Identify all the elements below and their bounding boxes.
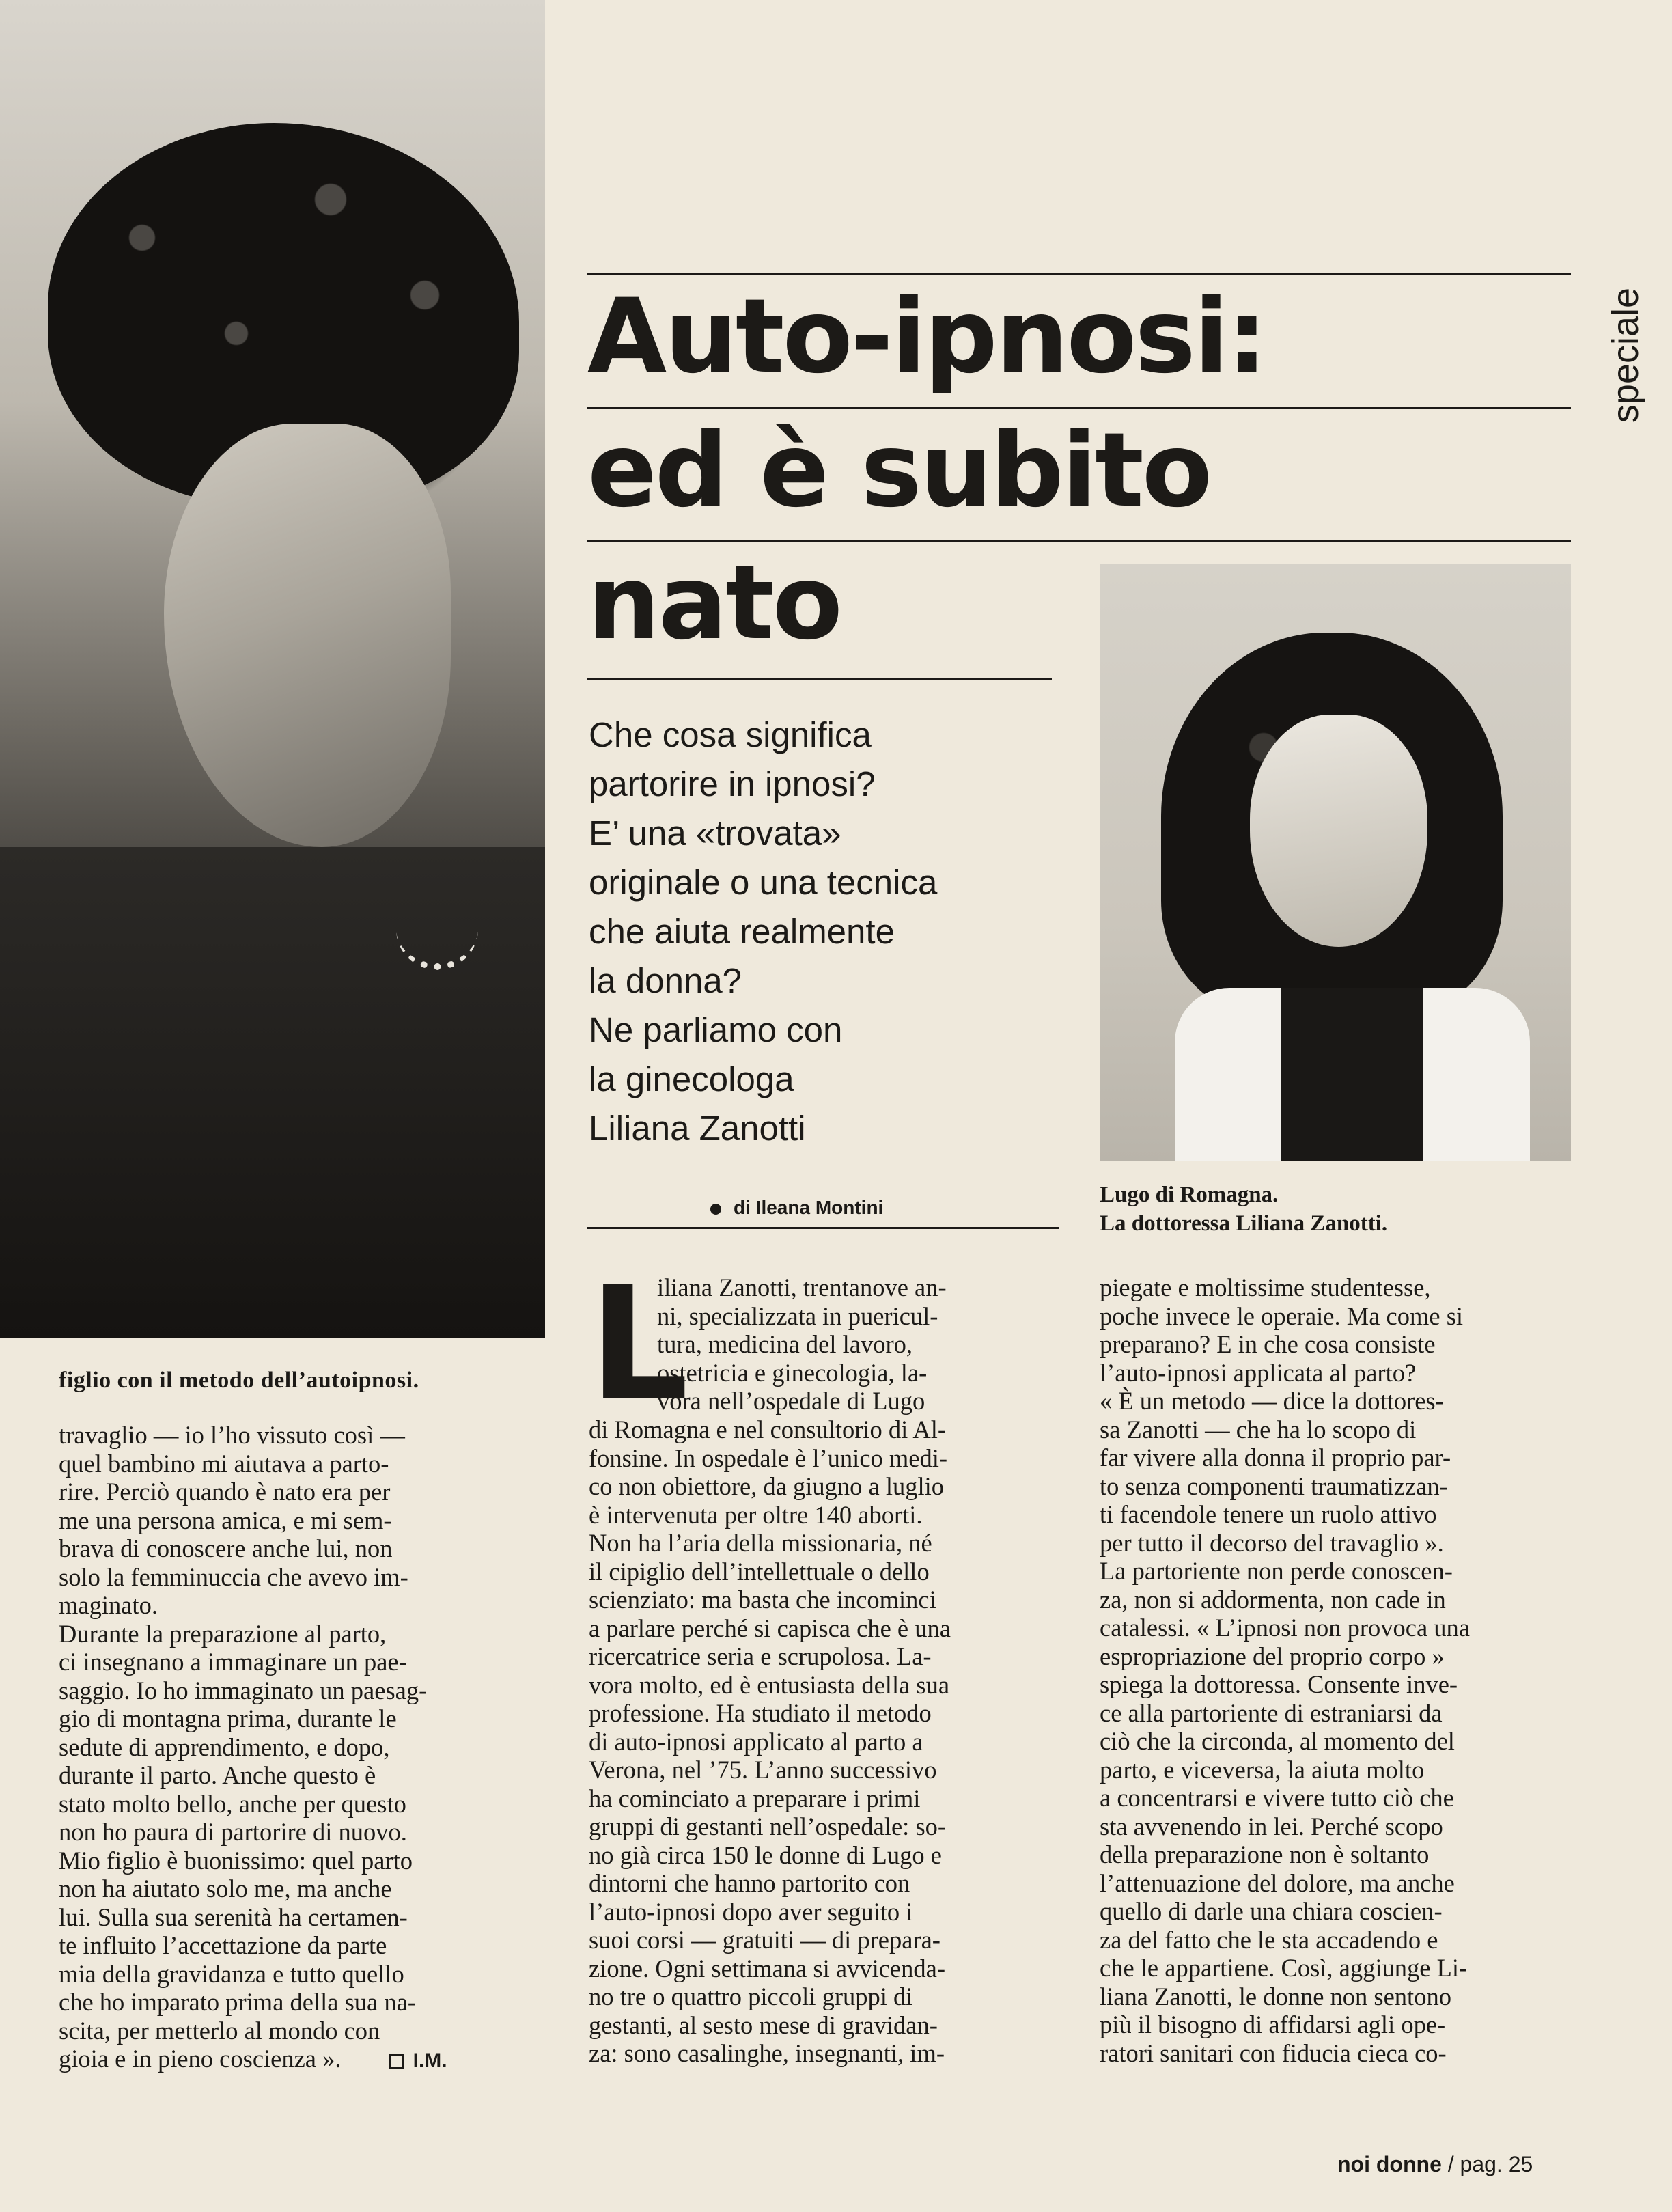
text-line: stato molto bello, anche per questo bbox=[59, 1789, 406, 1818]
text-line: saggio. Io ho immaginato un paesag- bbox=[59, 1676, 428, 1704]
deck-line: che aiuta realmente bbox=[589, 912, 895, 951]
text-line: ha cominciato a preparare i primi bbox=[589, 1784, 921, 1812]
text-line: suoi corsi — gratuiti — di prepara- bbox=[589, 1926, 940, 1954]
text-line: gestanti, al sesto mese di gravidan- bbox=[589, 2010, 938, 2039]
text-line: preparano? E in che cosa consiste bbox=[1100, 1330, 1436, 1358]
body-column-2-indented bbox=[657, 1273, 1060, 1415]
title-rule-3 bbox=[587, 540, 1571, 542]
text-line: za del fatto che le sta accadendo e bbox=[1100, 1925, 1438, 1954]
title-rule-bottom bbox=[587, 678, 1052, 680]
deck-line: Ne parliamo con bbox=[589, 1010, 843, 1049]
byline-rule bbox=[587, 1227, 1059, 1229]
text-line: spiega la dottoressa. Consente inve- bbox=[1100, 1670, 1458, 1698]
text-line: sedute di apprendimento, e dopo, bbox=[59, 1732, 390, 1761]
text-line: Durante la preparazione al parto, bbox=[59, 1619, 387, 1648]
text-line: far vivere alla donna il proprio par- bbox=[1100, 1443, 1451, 1471]
text-line: za: sono casalinghe, insegnanti, im- bbox=[589, 2039, 945, 2067]
text-line bbox=[59, 2045, 537, 2075]
text-line: il cipiglio dell’intellettuale o dello bbox=[589, 1557, 930, 1586]
text-line: a concentrarsi e vivere tutto ciò che bbox=[1100, 1784, 1454, 1812]
text-line: è intervenuta per oltre 140 aborti. bbox=[589, 1500, 923, 1529]
section-label bbox=[1585, 287, 1667, 424]
text-line: Non ha l’aria della missionaria, né bbox=[589, 1529, 932, 1557]
title-rule-top bbox=[587, 273, 1571, 275]
text-line: maginato. bbox=[59, 1591, 158, 1619]
text-line: espropriazione del proprio corpo » bbox=[1100, 1642, 1445, 1670]
text-line: gio di montagna prima, durante le bbox=[59, 1704, 397, 1732]
end-square-icon bbox=[389, 2054, 404, 2069]
text-line: ricercatrice seria e scrupolosa. La- bbox=[589, 1642, 932, 1670]
text-line: poche invece le operaie. Ma come si bbox=[1100, 1301, 1464, 1330]
text-line: mia della gravidanza e tutto quello bbox=[59, 1959, 404, 1988]
text-line: travaglio — io l’ho vissuto così — bbox=[59, 1421, 405, 1449]
text-line: catalessi. « L’ipnosi non provoca una bbox=[1100, 1614, 1470, 1642]
caption-right-line-1: Lugo di Romagna. bbox=[1100, 1183, 1279, 1207]
text-line: ni, specializzata in puericul- bbox=[657, 1301, 938, 1330]
signoff-initials: I.M. bbox=[413, 2049, 447, 2072]
text-line: Mio figlio è buonissimo: quel parto bbox=[59, 1846, 413, 1875]
deck-line: Che cosa significa bbox=[589, 715, 872, 754]
deck-line: E’ una «trovata» bbox=[589, 814, 841, 853]
text-line: no già circa 150 le donne di Lugo e bbox=[589, 1840, 942, 1869]
signoff bbox=[389, 2045, 447, 2073]
text-line: che le appartiene. Così, aggiunge Li- bbox=[1100, 1954, 1468, 1982]
text-line: della preparazione non è soltanto bbox=[1100, 1840, 1430, 1868]
deck-line: originale o una tecnica bbox=[589, 863, 938, 902]
body-column-2 bbox=[589, 1415, 1060, 2068]
text-line: ratori sanitari con fiducia cieca co- bbox=[1100, 2038, 1447, 2067]
text-line: solo la femminuccia che avevo im- bbox=[59, 1562, 408, 1591]
text-line: l’attenuazione del dolore, ma anche bbox=[1100, 1868, 1455, 1897]
text-line: non ho paura di partorire di nuovo. bbox=[59, 1818, 407, 1846]
text-line: sta avvenendo in lei. Perché scopo bbox=[1100, 1812, 1443, 1840]
text-line: per tutto il decorso del travaglio ». bbox=[1100, 1528, 1444, 1557]
page-footer bbox=[1337, 2152, 1533, 2177]
text-line: non ha aiutato solo me, ma anche bbox=[59, 1875, 392, 1903]
text-line: durante il parto. Anche questo è bbox=[59, 1761, 376, 1789]
text-line: liana Zanotti, le donne non sentono bbox=[1100, 1982, 1451, 2010]
text-line: l’auto-ipnosi applicata al parto? bbox=[1100, 1358, 1417, 1387]
text-line: za, non si addormenta, non cade in bbox=[1100, 1585, 1446, 1614]
title-line-1: Auto-ipnosi: bbox=[587, 277, 1266, 396]
text-line: La partoriente non perde conoscen- bbox=[1100, 1557, 1453, 1585]
text-line: me una persona amica, e mi sem- bbox=[59, 1506, 392, 1534]
drop-cap: L bbox=[589, 1254, 689, 1436]
text-line: di auto-ipnosi applicato al parto a bbox=[589, 1727, 923, 1756]
text-line: rire. Perciò quando è nato era per bbox=[59, 1478, 391, 1506]
title-line-2: ed è subito bbox=[587, 411, 1210, 530]
photo-coat-shape bbox=[1175, 988, 1530, 1161]
byline bbox=[710, 1197, 883, 1219]
deck-line: Liliana Zanotti bbox=[589, 1109, 806, 1148]
caption-right-line-2: La dottoressa Liliana Zanotti. bbox=[1100, 1211, 1388, 1236]
text-line: l’auto-ipnosi dopo aver seguito i bbox=[589, 1897, 913, 1926]
text-line: te influito l’accettazione da parte bbox=[59, 1931, 387, 1959]
text-line: a parlare perché si capisca che è una bbox=[589, 1614, 951, 1642]
text-line: sa Zanotti — che ha lo scopo di bbox=[1100, 1415, 1417, 1443]
portrait-photo-right bbox=[1100, 564, 1571, 1161]
text-line: ce alla partoriente di estraniarsi da bbox=[1100, 1698, 1443, 1727]
caption-right bbox=[1100, 1180, 1387, 1238]
text-line: scita, per metterlo al mondo con bbox=[59, 2016, 380, 2045]
text-line: quel bambino mi aiutava a parto- bbox=[59, 1449, 389, 1478]
text-line: scienziato: ma basta che incominci bbox=[589, 1586, 936, 1614]
title-line-3: nato bbox=[587, 544, 841, 663]
text-line: to senza componenti traumatizzan- bbox=[1100, 1471, 1448, 1500]
title-rule-2 bbox=[587, 407, 1571, 409]
text-line-end: gioia e in pieno coscienza ». bbox=[59, 2045, 342, 2073]
page-number: / pag. 25 bbox=[1447, 2152, 1533, 2176]
photo-coat-shape bbox=[0, 847, 545, 1338]
deck-line: la donna? bbox=[589, 961, 742, 1000]
photo-face-shape bbox=[1250, 715, 1427, 947]
text-line: brava di conoscere anche lui, non bbox=[59, 1534, 393, 1562]
portrait-photo-left bbox=[0, 0, 545, 1338]
text-line: ti facendole tenere un ruolo attivo bbox=[1100, 1500, 1437, 1528]
body-column-3 bbox=[1100, 1273, 1578, 2067]
byline-text: di Ileana Montini bbox=[734, 1197, 884, 1218]
text-line: no tre o quattro piccoli gruppi di bbox=[589, 1982, 913, 2010]
bullet-icon bbox=[710, 1204, 721, 1215]
text-line: vora nell’ospedale di Lugo bbox=[657, 1387, 925, 1415]
text-line: ci insegnano a immaginare un pae- bbox=[59, 1648, 407, 1676]
text-line: che ho imparato prima della sua na- bbox=[59, 1988, 416, 2016]
deck-line: la ginecologa bbox=[589, 1060, 794, 1098]
text-line: professione. Ha studiato il metodo bbox=[589, 1699, 932, 1727]
text-line: lui. Sulla sua serenità ha certamen- bbox=[59, 1903, 408, 1931]
section-label-text: speciale bbox=[1605, 287, 1646, 424]
text-line: iliana Zanotti, trentanove an- bbox=[657, 1273, 947, 1301]
deck bbox=[589, 710, 1067, 1153]
text-line: tura, medicina del lavoro, bbox=[657, 1330, 912, 1358]
deck-line: partorire in ipnosi? bbox=[589, 764, 876, 803]
text-line: fonsine. In ospedale è l’unico medi- bbox=[589, 1443, 948, 1472]
text-line: ciò che la circonda, al momento del bbox=[1100, 1727, 1455, 1755]
text-line: vora molto, ed è entusiasta della sua bbox=[589, 1670, 950, 1699]
text-line: zione. Ogni settimana si avvicenda- bbox=[589, 1954, 945, 1982]
caption-left: figlio con il metodo dell’autoipnosi. bbox=[59, 1368, 419, 1393]
text-line: quello di darle una chiara coscien- bbox=[1100, 1897, 1443, 1925]
magazine-name: noi donne bbox=[1337, 2152, 1442, 2176]
text-line: Verona, nel ’75. L’anno successivo bbox=[589, 1756, 937, 1784]
text-line: co non obiettore, da giugno a luglio bbox=[589, 1472, 945, 1500]
text-line: ostetricia e ginecologia, la- bbox=[657, 1358, 928, 1387]
photo-face-shape bbox=[164, 424, 451, 847]
body-column-1 bbox=[59, 1421, 537, 2075]
text-line: gruppi di gestanti nell’ospedale: so- bbox=[589, 1812, 947, 1840]
text-line: di Romagna e nel consultorio di Al- bbox=[589, 1415, 947, 1443]
text-line: più il bisogno di affidarsi agli ope- bbox=[1100, 2010, 1446, 2038]
text-line: parto, e viceversa, la aiuta molto bbox=[1100, 1755, 1425, 1784]
text-line: « È un metodo — dice la dottores- bbox=[1100, 1387, 1444, 1415]
text-line: piegate e moltissime studentesse, bbox=[1100, 1273, 1431, 1301]
text-line: dintorni che hanno partorito con bbox=[589, 1869, 910, 1897]
